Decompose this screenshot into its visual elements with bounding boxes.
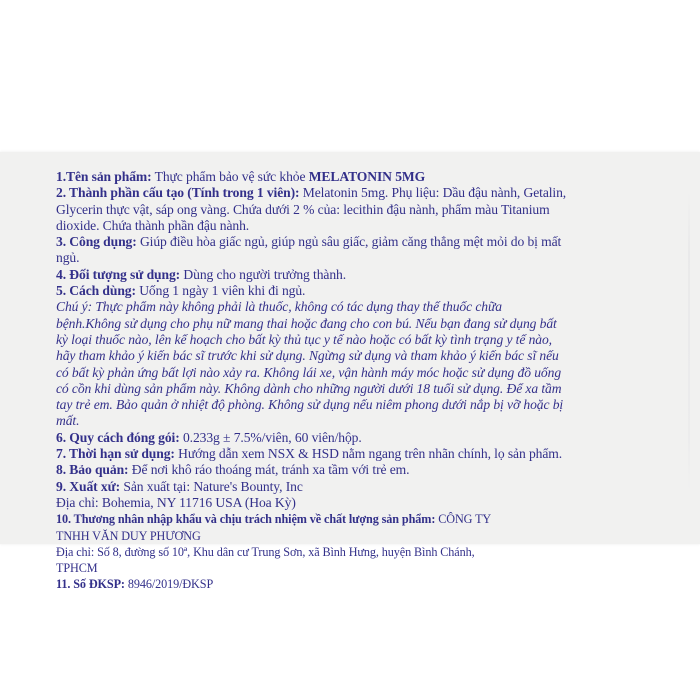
section-heading: 3. Công dụng: xyxy=(56,234,137,250)
section-text: Sản xuất tại: Nature's Bounty, Inc xyxy=(120,478,303,494)
label-line xyxy=(56,218,666,234)
product-info-text xyxy=(56,169,666,593)
label-line xyxy=(56,381,666,397)
label-line xyxy=(56,560,666,576)
warning-text: hãy tham khảo ý kiến bác sĩ trước khi sử dụng. Ngừng sử dụng và tham khảo ý kiến bác sĩ nếu xyxy=(56,348,559,364)
section-text: Địa chỉ: Bohemia, NY 11716 USA (Hoa Kỳ) xyxy=(56,494,296,510)
section-text: Giúp điều hòa giấc ngủ, giúp ngủ sâu giấc, giảm căng thẳng mệt mỏi do bị mất xyxy=(136,234,562,250)
section-text: Hướng dẫn xem NSX & HSD nằm ngang trên nhãn chính, lọ sản phẩm. xyxy=(174,446,563,462)
product-name: MELATONIN 5MG xyxy=(308,169,426,184)
warning-text: mất. xyxy=(56,413,80,429)
label-line xyxy=(56,397,666,413)
section-heading: 7. Thời hạn sử dụng: xyxy=(56,446,175,462)
label-line xyxy=(56,576,666,592)
section-heading: 10. Thương nhân nhập khẩu và chịu trách nhiệm về chất lượng sản phẩm: xyxy=(56,512,436,527)
section-heading: 5. Cách dùng: xyxy=(56,283,136,299)
label-line xyxy=(56,185,666,201)
label-line xyxy=(56,511,666,527)
section-text: 8946/2019/ĐKSP xyxy=(124,577,214,592)
label-line xyxy=(56,479,666,495)
warning-text: có bất kỳ phản ứng bất lợi nào xảy ra. Không lái xe, vận hành máy móc hoặc sử dụng đồ uống xyxy=(56,364,562,380)
label-line xyxy=(56,267,666,283)
section-heading: 6. Quy cách đóng gói: xyxy=(56,429,180,445)
warning-text: bệnh.Không sử dụng cho phụ nữ mang thai hoặc đang cho con bú. Nếu bạn đang sử dụng bất xyxy=(56,315,557,331)
label-line xyxy=(56,316,666,332)
label-line xyxy=(56,495,666,511)
label-line xyxy=(56,169,666,185)
label-line xyxy=(56,544,666,560)
label-line xyxy=(56,462,666,478)
section-text: Thực phẩm bảo vệ sức khỏe xyxy=(151,169,309,184)
section-heading: 8. Bảo quản: xyxy=(56,462,129,478)
section-text: Địa chỉ: Số 8, đường số 10ª, Khu dân cư Trung Sơn, xã Bình Hưng, huyện Bình Chánh, xyxy=(56,544,475,559)
label-line xyxy=(56,202,666,218)
label-line xyxy=(56,528,666,544)
label-line xyxy=(56,365,666,381)
label-line xyxy=(56,430,666,446)
warning-text: có cồn khi dùng sản phẩm này. Không dành cho những người dưới 18 tuổi sử dụng. Để xa tầm xyxy=(56,380,562,396)
section-text: Melatonin 5mg. Phụ liệu: Dầu đậu nành, Getalin, xyxy=(299,185,567,201)
section-text: Glycerin thực vật, sáp ong vàng. Chứa dưới 2 % của: lecithin đậu nành, phẩm màu Titanium xyxy=(56,201,550,217)
label-line xyxy=(56,332,666,348)
section-text: CÔNG TY xyxy=(435,512,492,527)
section-heading: 11. Số ĐKSP: xyxy=(56,577,125,592)
section-text: Để nơi khô ráo thoáng mát, tránh xa tầm với trẻ em. xyxy=(128,462,410,478)
label-line xyxy=(56,283,666,299)
label-line xyxy=(56,348,666,364)
section-text: TNHH VĂN DUY PHƯƠNG xyxy=(56,528,201,543)
label-line xyxy=(56,250,666,266)
warning-text: tay trẻ em. Bảo quản ở nhiệt độ phòng. Không sử dụng nếu niêm phong dưới nắp bị vỡ hoặc bị xyxy=(56,397,564,413)
section-text: ngủ. xyxy=(56,250,80,266)
section-heading: 9. Xuất xứ: xyxy=(56,478,121,494)
section-heading: 4. Đối tượng sử dụng: xyxy=(56,266,181,282)
section-text: 0.233g ± 7.5%/viên, 60 viên/hộp. xyxy=(179,429,362,445)
label-line xyxy=(56,234,666,250)
label-line xyxy=(56,413,666,429)
label-line xyxy=(56,299,666,315)
section-heading: 2. Thành phần cấu tạo (Tính trong 1 viên): xyxy=(56,185,300,201)
section-text: Uống 1 ngày 1 viên khi đi ngủ. xyxy=(135,283,306,299)
section-text: TPHCM xyxy=(56,561,98,576)
section-text: Dùng cho người trưởng thành. xyxy=(180,266,347,282)
warning-text: Chú ý: Thực phẩm này không phải là thuốc, không có tác dụng thay thế thuốc chữa xyxy=(56,299,502,315)
warning-text: kỳ loại thuốc nào, lên kế hoạch cho bất kỳ thủ tục y tế nào hoặc có bất kỳ tình trạng y tế nào, xyxy=(56,331,552,347)
label-line xyxy=(56,446,666,462)
section-text: dioxide. Chứa thành phần đậu nành. xyxy=(56,217,250,233)
section-heading: 1.Tên sản phẩm: xyxy=(56,169,152,184)
